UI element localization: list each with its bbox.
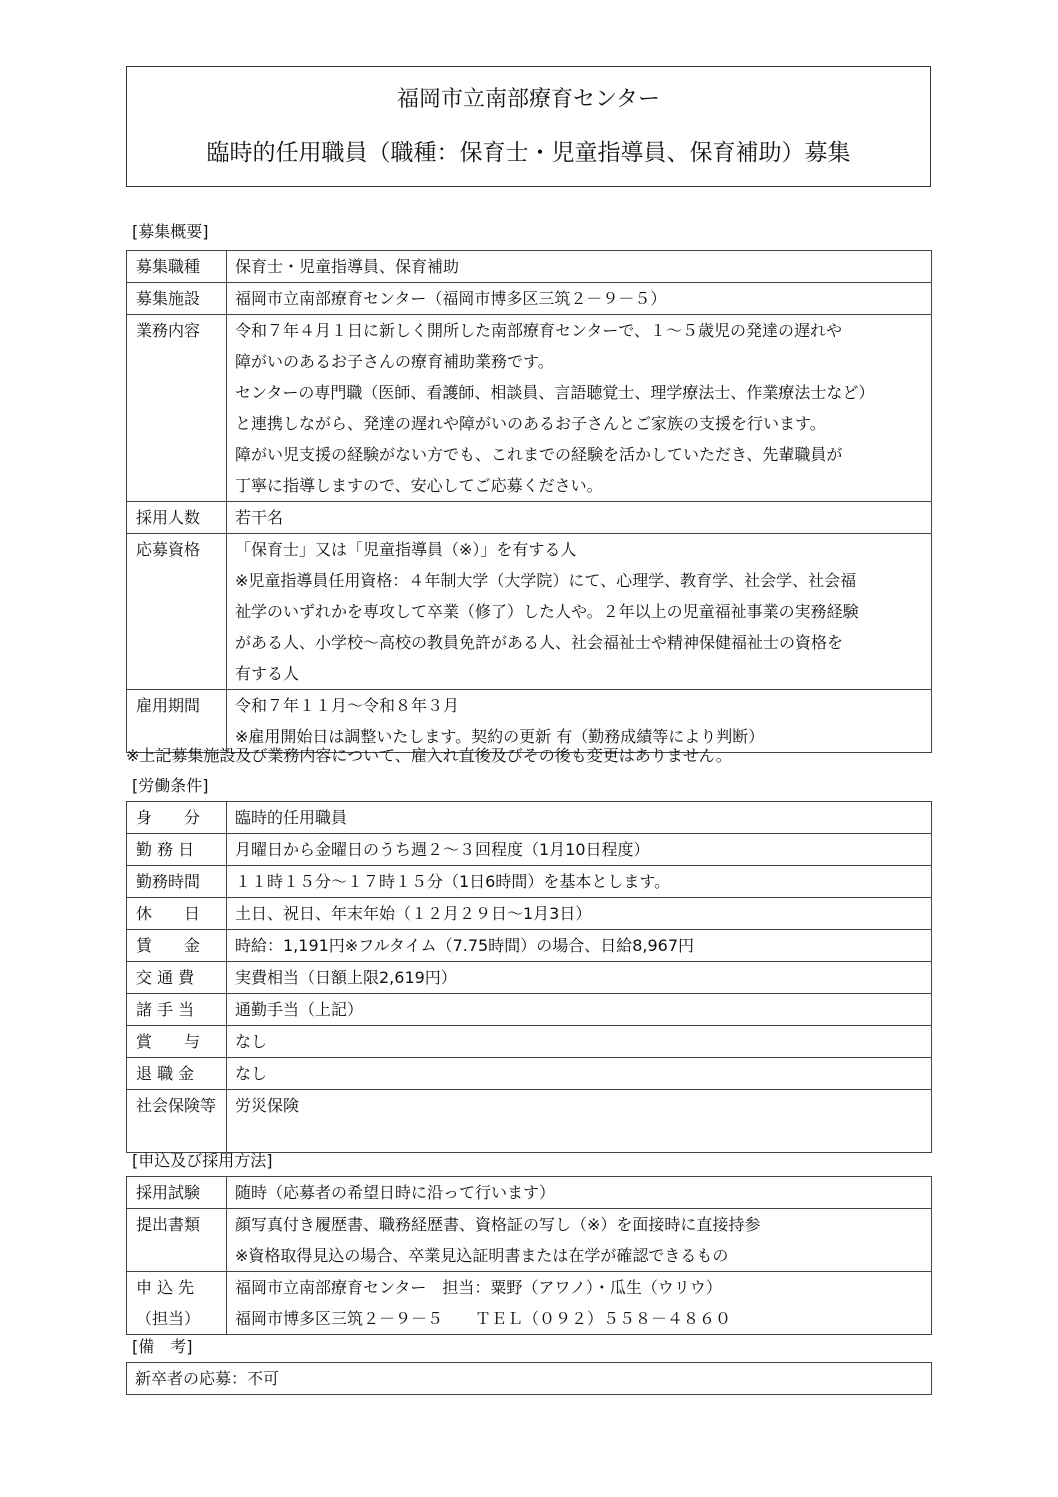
row-label: 身 分 <box>127 802 227 834</box>
row-value <box>227 1026 932 1058</box>
table-row <box>127 1090 932 1153</box>
row-value <box>227 315 932 502</box>
table-row <box>127 930 932 962</box>
row-value <box>227 534 932 690</box>
row-value <box>227 1209 932 1272</box>
value-line: 顔写真付き履歴書、職務経歴書、資格証の写し（※）を面接時に直接持参 <box>235 1215 761 1234</box>
value-line: 障がい児支援の経験がない方でも、これまでの経験を活かしていただき、先輩職員が <box>235 445 843 464</box>
row-label: 休 日 <box>127 898 227 930</box>
table-row <box>127 502 932 534</box>
table-row <box>127 898 932 930</box>
row-label: 交 通 費 <box>127 962 227 994</box>
recruitment-title: 臨時的任用職員（職種：保育士・児童指導員、保育補助）募集 <box>206 140 851 166</box>
row-label: 勤 務 日 <box>127 834 227 866</box>
table-row <box>127 251 932 283</box>
row-label: 申 込 先 （担当） <box>127 1272 227 1335</box>
row-label: 採用人数 <box>127 502 227 534</box>
value-line: 障がいのあるお子さんの療育補助業務です。 <box>235 352 554 371</box>
table-row <box>127 802 932 834</box>
value-line: 「保育士」又は「児童指導員（※）」を有する人 <box>235 540 577 559</box>
row-label: 諸 手 当 <box>127 994 227 1026</box>
row-value <box>227 866 932 898</box>
row-label: 応募資格 <box>127 534 227 690</box>
row-value <box>227 802 932 834</box>
row-value <box>227 251 932 283</box>
row-value <box>227 898 932 930</box>
table-row <box>127 1363 932 1395</box>
row-value <box>227 690 932 753</box>
value-line: 実費相当（日額上限2,619円） <box>235 968 457 987</box>
section-heading: [労働条件] <box>132 776 209 795</box>
value-line: ※雇用開始日は調整いたします。契約の更新 有（勤務成績等により判断） <box>235 727 765 746</box>
value-line: 令和７年４月１日に新しく開所した南部療育センターで、１～５歳児の発達の遅れや <box>235 321 843 340</box>
table-row <box>127 1209 932 1272</box>
row-label: 募集職種 <box>127 251 227 283</box>
section-table <box>126 1362 932 1395</box>
row-label: 業務内容 <box>127 315 227 502</box>
title-box <box>126 66 931 187</box>
value-line: がある人、小学校～高校の教員免許がある人、社会福祉士や精神保健福祉士の資格を <box>235 633 844 652</box>
value-line: 新卒者の応募：不可 <box>135 1369 280 1388</box>
value-line: 福岡市立南部療育センター 担当：粟野（アワノ）・瓜生（ウリウ） <box>235 1278 722 1297</box>
table-row <box>127 1272 932 1335</box>
value-line: と連携しながら、発達の遅れや障がいのあるお子さんとご家族の支援を行います。 <box>235 414 826 433</box>
row-label: 勤務時間 <box>127 866 227 898</box>
value-line: １１時１５分～１７時１５分（1日6時間）を基本とします。 <box>235 872 671 891</box>
section-note: ※上記募集施設及び業務内容について、雇入れ直後及びその後も変更はありません。 <box>126 746 732 765</box>
section-table <box>126 1176 932 1335</box>
row-value <box>227 834 932 866</box>
row-value <box>227 1177 932 1209</box>
row-label: 賞 与 <box>127 1026 227 1058</box>
section-heading: [備 考] <box>132 1337 193 1356</box>
table-row <box>127 834 932 866</box>
table-row <box>127 1026 932 1058</box>
value-line: なし <box>235 1064 268 1083</box>
table-row <box>127 1177 932 1209</box>
value-line: 福岡市博多区三筑２－９－５ ＴＥＬ（０９２）５５８－４８６０ <box>235 1309 732 1328</box>
value-line: 随時（応募者の希望日時に沿って行います） <box>235 1183 556 1202</box>
table-row <box>127 866 932 898</box>
row-label: 退 職 金 <box>127 1058 227 1090</box>
table-row <box>127 1058 932 1090</box>
value-line: センターの専門職（医師、看護師、相談員、言語聴覚士、理学療法士、作業療法士など） <box>235 383 875 402</box>
row-value <box>227 1058 932 1090</box>
row-value <box>127 1363 932 1395</box>
row-value <box>227 1090 932 1153</box>
row-label: 提出書類 <box>127 1209 227 1272</box>
table-row <box>127 690 932 753</box>
value-line: 土日、祝日、年末年始（１２月２９日～1月3日） <box>235 904 592 923</box>
value-line: 通勤手当（上記） <box>235 1000 364 1019</box>
table-row <box>127 534 932 690</box>
value-line: 令和７年１１月～令和８年３月 <box>235 696 460 715</box>
table-row <box>127 283 932 315</box>
facility-title: 福岡市立南部療育センター <box>396 87 661 112</box>
section-table <box>126 801 932 1153</box>
section-table <box>126 250 932 753</box>
value-line: 月曜日から金曜日のうち週２～３回程度（1月10日程度） <box>235 840 650 859</box>
value-line: 時給：1,191円※フルタイム（7.75時間）の場合、日給8,967円 <box>235 936 695 955</box>
value-line: 若干名 <box>235 508 284 527</box>
table-row <box>127 962 932 994</box>
row-value <box>227 962 932 994</box>
row-label: 採用試験 <box>127 1177 227 1209</box>
value-line: 丁寧に指導しますので、安心してご応募ください。 <box>235 476 603 495</box>
row-label: 賃 金 <box>127 930 227 962</box>
row-value <box>227 994 932 1026</box>
value-line: 福岡市立南部療育センター（福岡市博多区三筑２－９－５） <box>235 289 667 308</box>
row-label: 募集施設 <box>127 283 227 315</box>
value-line: 保育士・児童指導員、保育補助 <box>235 257 460 276</box>
row-value <box>227 1272 932 1335</box>
row-value <box>227 930 932 962</box>
value-line: ※児童指導員任用資格：４年制大学（大学院）にて、心理学、教育学、社会学、社会福 <box>235 571 857 590</box>
section-heading: [申込及び採用方法] <box>132 1151 273 1170</box>
value-line: 臨時的任用職員 <box>235 808 348 827</box>
row-label: 雇用期間 <box>127 690 227 753</box>
value-line: 有する人 <box>235 664 300 683</box>
value-line: なし <box>235 1032 268 1051</box>
value-line: 労災保険 <box>235 1096 300 1115</box>
value-line: 祉学のいずれかを専攻して卒業（修了）した人や。２年以上の児童福祉事業の実務経験 <box>235 602 859 621</box>
row-value <box>227 283 932 315</box>
section-heading: [募集概要] <box>132 222 209 241</box>
value-line: ※資格取得見込の場合、卒業見込証明書または在学が確認できるもの <box>235 1246 729 1265</box>
table-row <box>127 315 932 502</box>
row-label: 社会保険等 <box>127 1090 227 1153</box>
table-row <box>127 994 932 1026</box>
row-value <box>227 502 932 534</box>
